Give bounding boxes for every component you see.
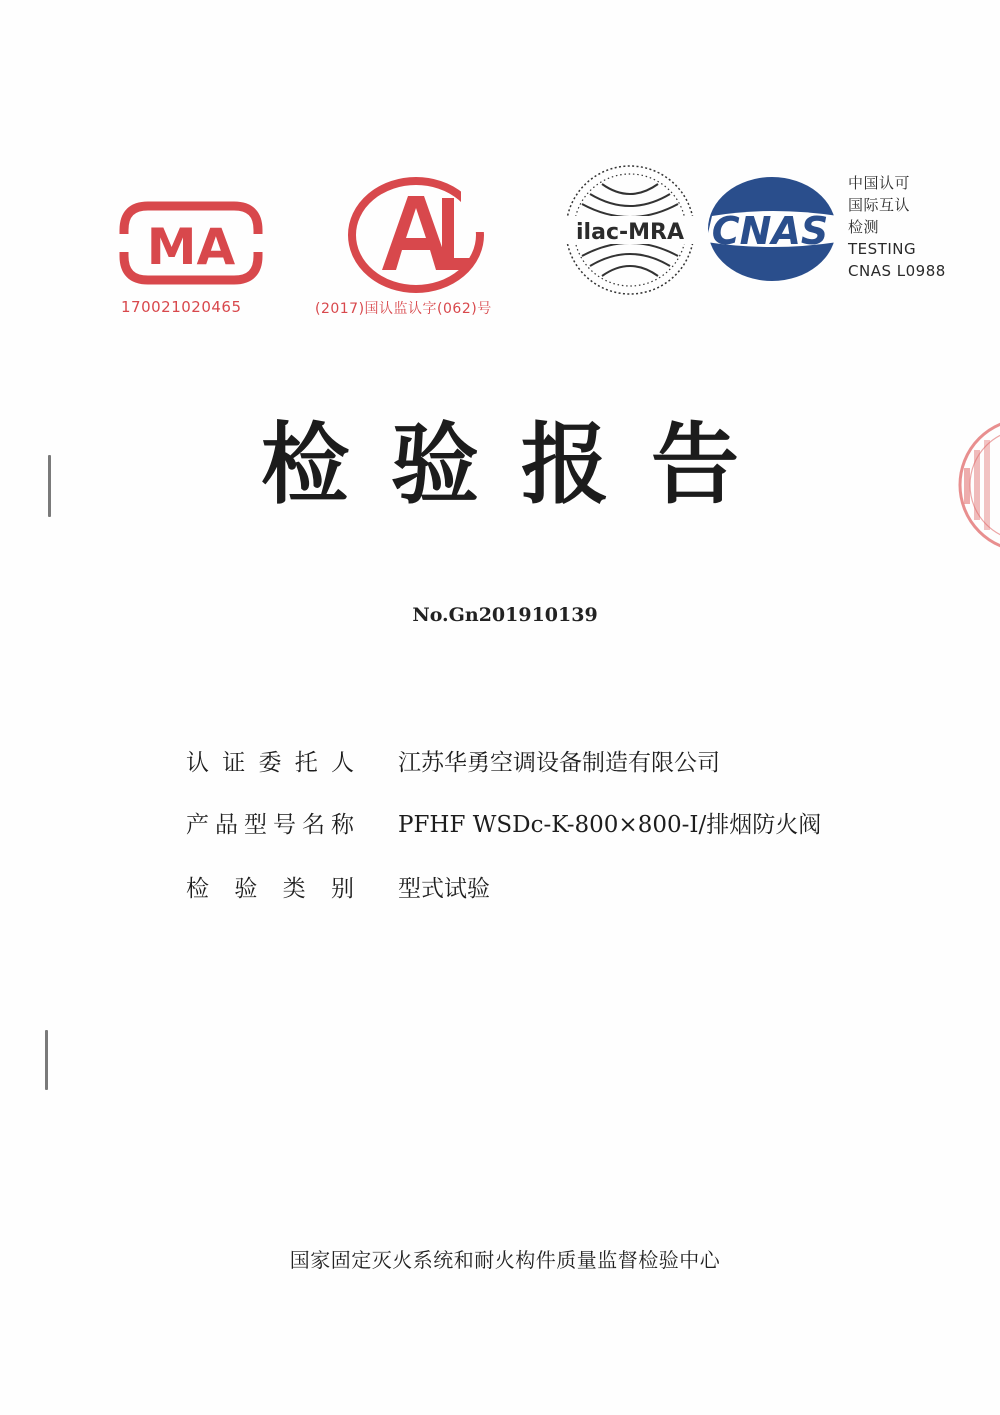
info-label	[186, 806, 354, 839]
info-label-char: 产	[186, 812, 209, 838]
info-label-char: 人	[331, 750, 354, 776]
ilac-mra-icon	[560, 160, 700, 300]
info-label-char: 证	[222, 750, 246, 776]
cal-logo	[346, 176, 486, 294]
cnas-text: CNAS	[711, 209, 829, 253]
info-label-char: 委	[258, 750, 282, 776]
cnas-line: 国际互认	[848, 196, 911, 214]
info-value: PFHF WSDc-K-800×800-Ⅰ/排烟防火阀	[398, 812, 822, 838]
info-label-char: 类	[282, 876, 306, 902]
staple-mark	[48, 455, 51, 517]
issuing-organization: 国家固定灭火系统和耐火构件质量监督检验中心	[289, 1248, 721, 1272]
cnas-line: 检测	[848, 218, 880, 236]
staple-mark	[45, 1030, 48, 1090]
ilac-mra-logo	[560, 160, 700, 300]
cnas-logo-icon	[698, 170, 846, 288]
info-label-char: 验	[234, 876, 258, 902]
info-label-char: 认	[186, 750, 209, 776]
info-label-char: 检	[186, 876, 209, 902]
info-label	[186, 870, 354, 903]
cnas-accreditation-text	[848, 172, 946, 282]
info-label-char: 托	[294, 750, 318, 776]
ilac-mra-text: ilac-MRA	[576, 220, 684, 245]
info-label	[186, 744, 354, 777]
info-label-char: 号	[273, 812, 296, 838]
document-title: 检验报告	[260, 413, 781, 516]
cma-number: 170021020465	[121, 298, 242, 316]
info-label-char: 型	[244, 812, 267, 838]
report-number: No.Gn201910139	[412, 604, 598, 626]
cnas-line: CNAS L0988	[848, 262, 946, 280]
cma-mark-icon	[118, 200, 264, 286]
cal-mark-icon	[346, 176, 486, 294]
info-label-char: 品	[215, 812, 238, 838]
cnas-logo	[698, 170, 846, 288]
seal-stamp-icon	[952, 410, 1000, 560]
cma-logo	[118, 200, 264, 286]
seal-stamp	[952, 410, 1000, 564]
svg-text:MA: MA	[146, 218, 236, 276]
info-label-char: 称	[331, 812, 354, 838]
info-label-char: 别	[330, 876, 354, 902]
cal-number: (2017)国认监认字(062)号	[315, 301, 492, 317]
info-label-char: 名	[302, 812, 325, 838]
cnas-line: TESTING	[848, 240, 917, 258]
info-value: 江苏华勇空调设备制造有限公司	[398, 750, 720, 776]
cnas-line: 中国认可	[848, 174, 911, 192]
info-value: 型式试验	[398, 876, 490, 902]
